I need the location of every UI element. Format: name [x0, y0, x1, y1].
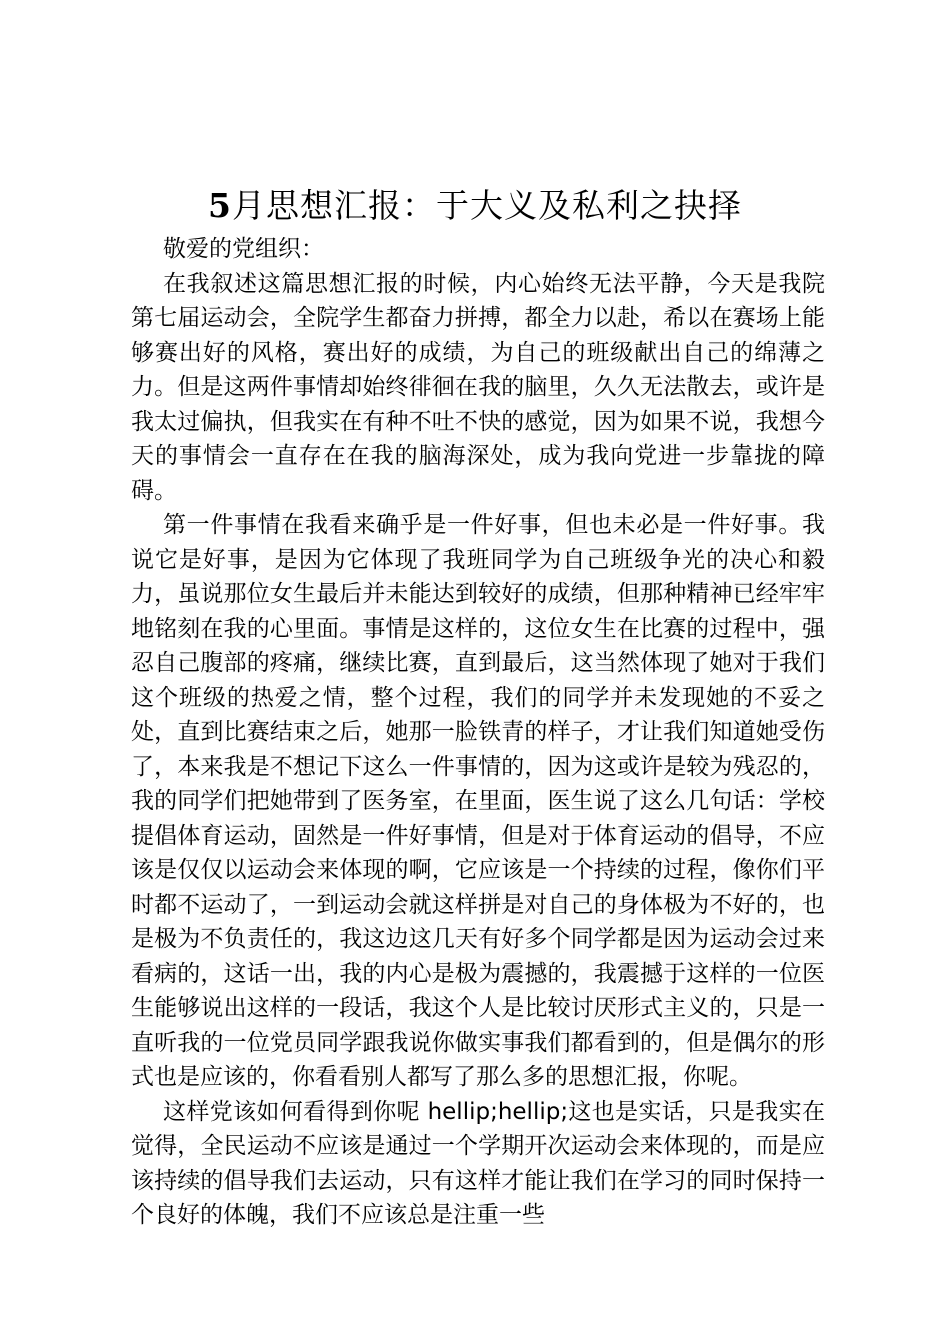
- page-title: [0, 184, 950, 228]
- paragraph: 在我叙述这篇思想汇报的时候，内心始终无法平静，今天是我院第七届运动会，全院学生都奋力拼搏，都全力以赴，希以在赛场上能够赛出好的风格，赛出好的成绩，为自己的班级献出自己的绵薄之力。但是这两件事情却始终徘徊在我的脑里，久久无法散去，或许是我太过偏执，但我实在有种不吐不快的感觉，因为如果不说，我想今天的事情会一直存在在我的脑海深处，成为我向党进一步靠拢的障碍。: [131, 270, 825, 504]
- paragraph: 这样党该如何看得到你呢 hellip;hellip;这也是实话，只是我实在觉得，全民运动不应该是通过一个学期开次运动会来体现的，而是应该持续的倡导我们去运动，只有这样才能让我们在学习的同时保持一个良好的体魄，我们不应该总是注重一些: [131, 1098, 825, 1228]
- salutation: 敬爱的党组织：: [163, 236, 324, 262]
- title-text: 月思想汇报：于大义及私利之抉择: [231, 186, 742, 225]
- document-body: [131, 232, 825, 1233]
- paragraph: 第一件事情在我看来确乎是一件好事，但也未必是一件好事。我说它是好事，是因为它体现了我班同学为自己班级争光的决心和毅力，虽说那位女生最后并未能达到较好的成绩，但那种精神已经牢牢地铭刻在我的心里面。事情是这样的，这位女生在比赛的过程中，强忍自己腹部的疼痛，继续比赛，直到最后，这当然体现了她对于我们这个班级的热爱之情，整个过程，我们的同学并未发现她的不妥之处，直到比赛结束之后，她那一脸铁青的样子，才让我们知道她受伤了，本来我是不想记下这么一件事情的，因为这或许是较为残忍的，我的同学们把她带到了医务室，在里面，医生说了这么几句话：学校提倡体育运动，固然是一件好事情，但是对于体育运动的倡导，不应该是仅仅以运动会来体现的啊，它应该是一个持续的过程，像你们平时都不运动了，一到运动会就这样拼是对自己的身体极为不好的，也是极为不负责任的，我这边这几天有好多个同学都是因为运动会过来看病的，这话一出，我的内心是极为震撼的，我震撼于这样的一位医生能够说出这样的一段话，我这个人是比较讨厌形式主义的，只是一直听我的一位党员同学跟我说你做实事我们都看到的，但是偶尔的形式也是应该的，你看看别人都写了那么多的思想汇报，你呢。: [131, 512, 825, 1090]
- title-number: 5: [208, 186, 232, 225]
